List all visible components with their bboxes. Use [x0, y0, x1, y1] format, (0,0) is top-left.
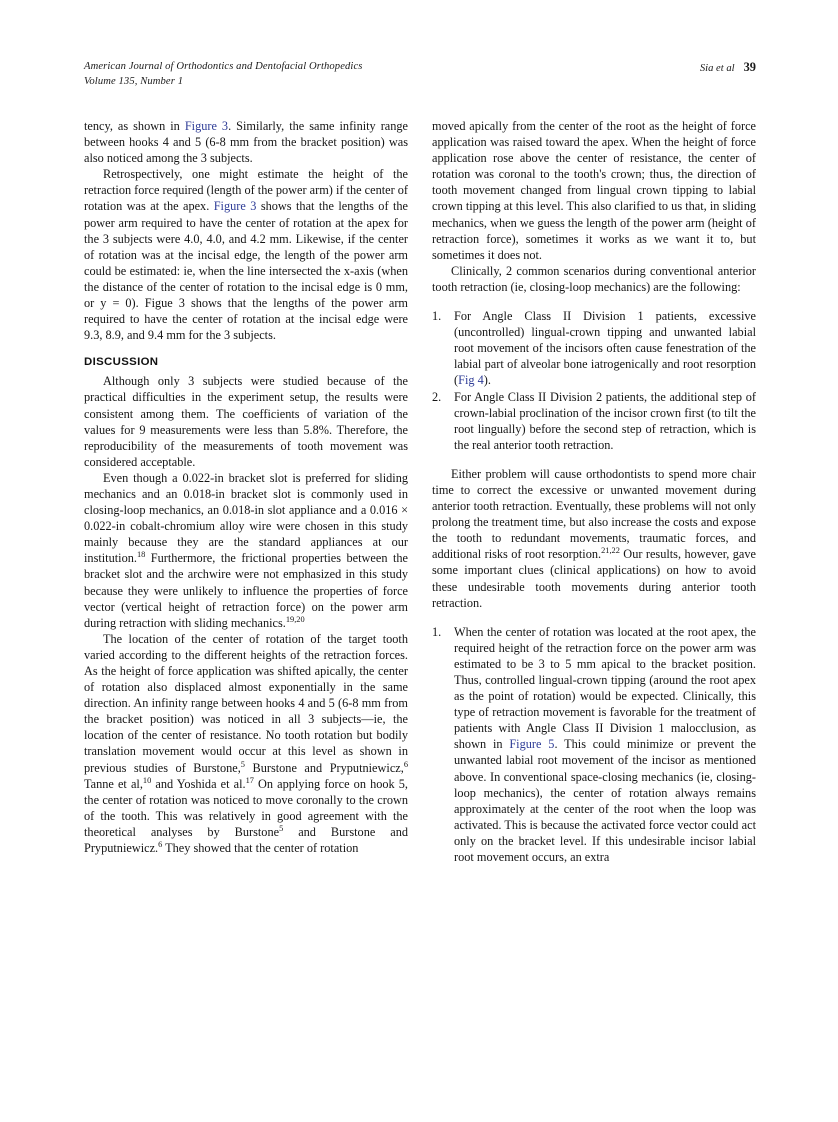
text-run: . Similarly, the same infinity range between hooks 4 and 5 (6-8 mm from the bracket position) was also noticed among the 3 subjects. [84, 119, 409, 166]
reference-superscript: 19,20 [285, 614, 305, 624]
text-run: and Yoshida et al. [151, 776, 246, 791]
text-run: and Burstone and Pryputniewicz. [84, 824, 408, 856]
figure-5-link[interactable]: Figure 5 [509, 737, 555, 752]
paragraph-either-problem [432, 466, 756, 611]
right-column [432, 118, 756, 865]
section-heading-discussion: DISCUSSION [84, 356, 159, 369]
left-column [84, 118, 408, 865]
spacer [432, 295, 756, 308]
journal-volume-issue: Volume 135, Number 1 [84, 75, 184, 87]
text-run: Our results, however, gave some important clues (clinical applications) on how to avoid these undesirable tooth movements during anterior tooth retraction. [432, 547, 756, 610]
list-item-number: 1. [432, 624, 442, 639]
running-head-right [700, 60, 756, 75]
reference-superscript: 5 [279, 823, 284, 833]
paragraph-although: Although only 3 subjects were studied because of the practical difficulties in the experiment setup, the results were consistent among them. The coefficients of variation of the values for 9 measurements were less than 5.8%. Therefore, the reproducibility of the measurements of tooth movement was considered acceptable. [84, 374, 408, 469]
paragraph-retrospectively [84, 166, 408, 343]
reference-superscript: 10 [142, 775, 152, 785]
journal-title-block [84, 60, 362, 89]
fig-4-link[interactable]: Fig 4 [458, 373, 484, 388]
reference-superscript: 18 [136, 550, 146, 560]
text-run: The location of the center of rotation of the target tooth varied according to the different heights of the retraction forces. As the height of force application was shifted apically, the center of rotation also displaced almost exponentially in the same direction. An infinity range between hooks 4 and 5 (6-8 mm from the bracket position) was noticed in all 3 subjects—ie, the location of the center of resistance. No tooth rotation but bodily translation movement would occur at this level as shown in previous studies of Burstone, [84, 631, 408, 775]
spacer [432, 453, 756, 466]
list-item-number: 1. [432, 309, 442, 324]
reference-superscript: 6 [403, 759, 408, 769]
reference-superscript: 21,22 [601, 546, 620, 556]
list-item-text [454, 308, 756, 388]
text-run: Tanne et al, [84, 776, 143, 791]
text-run: 0.022-in cobalt-chromium alloy wire were chosen in this study mainly because they are the standard appliances at our institution. [84, 519, 408, 566]
paragraph-moved-apically: moved apically from the center of the root as the height of force application was raised toward the apex. When the height of force application rose above the center of resistance, the center of rotation was coronal to the tooth's crown; thus, the direction of tooth movement changed from lingual crown tipping to labial crown tipping at this level. This also clarified to us that, in sliding mechanics, when we guess the length of the power arm (height of retraction force), sometimes it works as we want it to, but sometimes it does not. [432, 119, 756, 262]
list-item-number: 2. [432, 389, 442, 404]
reference-superscript: 5 [240, 759, 245, 769]
list-item [432, 389, 756, 453]
list-item [432, 624, 756, 865]
text-run: For Angle Class II Division 2 patients, the additional step of crown-labial proclination of the incisor crown first (to tilt the root lingually) before the second step of retraction, which is the real anterior tooth retraction. [454, 389, 756, 452]
list-item-text [454, 624, 756, 865]
text-run: shows that the lengths of the power arm required to have the center of rotation at the apex for the 3 subjects were 4.0, 4.0, and 4.2 mm. Likewise, if the center of rotation was at the incisal edge, the length of the power arm could be estimated: ie, when the line intersected the x-axis (when the distance of the center of rotation to the incisal edge is 0 mm, or y = 0). Figue 3 shows that the lengths of the power arm required to have the center of rotation at the incisal edge were 9.3, 8.9, and 9.4 mm for the 3 subjects. [84, 199, 408, 343]
paragraph-location-center [84, 631, 408, 856]
page-number: 39 [743, 60, 756, 74]
spacer [84, 343, 408, 356]
text-run: For Angle Class II Division 1 patients, excessive (uncontrolled) lingual-crown tipping and unwanted labial root movement of the incisors often cause fenestration of the labial part of alveolar bone iatrogenically and root resorption ( [454, 309, 756, 388]
article-authors: Sia et al [699, 63, 735, 74]
body-columns [84, 118, 756, 865]
spacer [432, 611, 756, 624]
list-item-text [454, 389, 756, 453]
paragraph-clinically: Clinically, 2 common scenarios during conventional anterior tooth retraction (ie, closing-loop mechanics) are the following: [432, 263, 756, 294]
text-run: They showed that the center of rotation [162, 841, 359, 856]
text-run: Either problem will cause orthodontists to spend more chair time to correct the excessive or unwanted movement during anterior tooth retraction. Eventually, these problems will not only prolong the treatment time, but also increase the costs and expose the tooth to redundant movements, traumatic forces, and additional risks of root resorption. [432, 466, 756, 562]
text-run: . This could minimize or prevent the unwanted labial root movement of the incisor as mentioned above. In conventional space-closing mechanics (ie, closing-loop mechanics), the center of rotation always remains approximately at the center of the root when the loop was activated. This is because the activated force vector could act only on the bracket level. If this undesirable incisor labial root movement occurs, an extra [454, 737, 757, 865]
text-run: Furthermore, the frictional properties between the bracket slot and the archwire were not emphasized in this study because they were unlikely to influence the properties of force vector (vertical height of retraction force) on the power arm during retraction with sliding mechanics. [84, 551, 408, 630]
text-run: Even though a 0.022-in bracket slot is preferred for sliding mechanics and an 0.018-in bracket slot is commonly used in closing-loop mechanics, an 0.018-in slot appliance and a 0.016 [84, 470, 408, 518]
figure-3-link-b[interactable]: Figure 3 [213, 199, 257, 214]
scenario-list [432, 308, 756, 453]
running-head [84, 60, 756, 89]
text-run: ). [483, 373, 491, 388]
clinical-application-list [432, 624, 756, 865]
text-run: When the center of rotation was located at the root apex, the required height of the retraction force on the power arm was estimated to be 3 to 5 mm apical to the bracket position. Thus, controlled lingual-crown tipping (around the root apex as the point of rotation) would be expected. Clinically, this type of retraction movement is favorable for the treatment of patients with Angle Class II Division 1 malocclusion, as shown in [454, 624, 756, 752]
journal-title: American Journal of Orthodontics and Dentofacial Orthopedics [84, 61, 363, 72]
paragraph-even-though [84, 470, 408, 631]
text-run: On applying force on hook 5, the center of rotation was noticed to move coronally to the crown of the tooth. This was relatively in good agreement with the theoretical analyses by Burstone [84, 776, 408, 839]
multiplication-sign: × [401, 503, 408, 518]
text-run: tency, as shown in [84, 119, 185, 133]
text-run: Burstone and Pryputniewicz, [244, 760, 404, 775]
text-run: Retrospectively, one might estimate the height of the retraction force required (length of the power arm) if the center of rotation was at the apex. [84, 167, 409, 214]
reference-superscript: 17 [245, 775, 254, 785]
list-item [432, 308, 756, 388]
reference-superscript: 6 [158, 839, 163, 849]
figure-3-link-a[interactable]: Figure 3 [184, 119, 229, 133]
paragraph-continuation [84, 118, 408, 166]
